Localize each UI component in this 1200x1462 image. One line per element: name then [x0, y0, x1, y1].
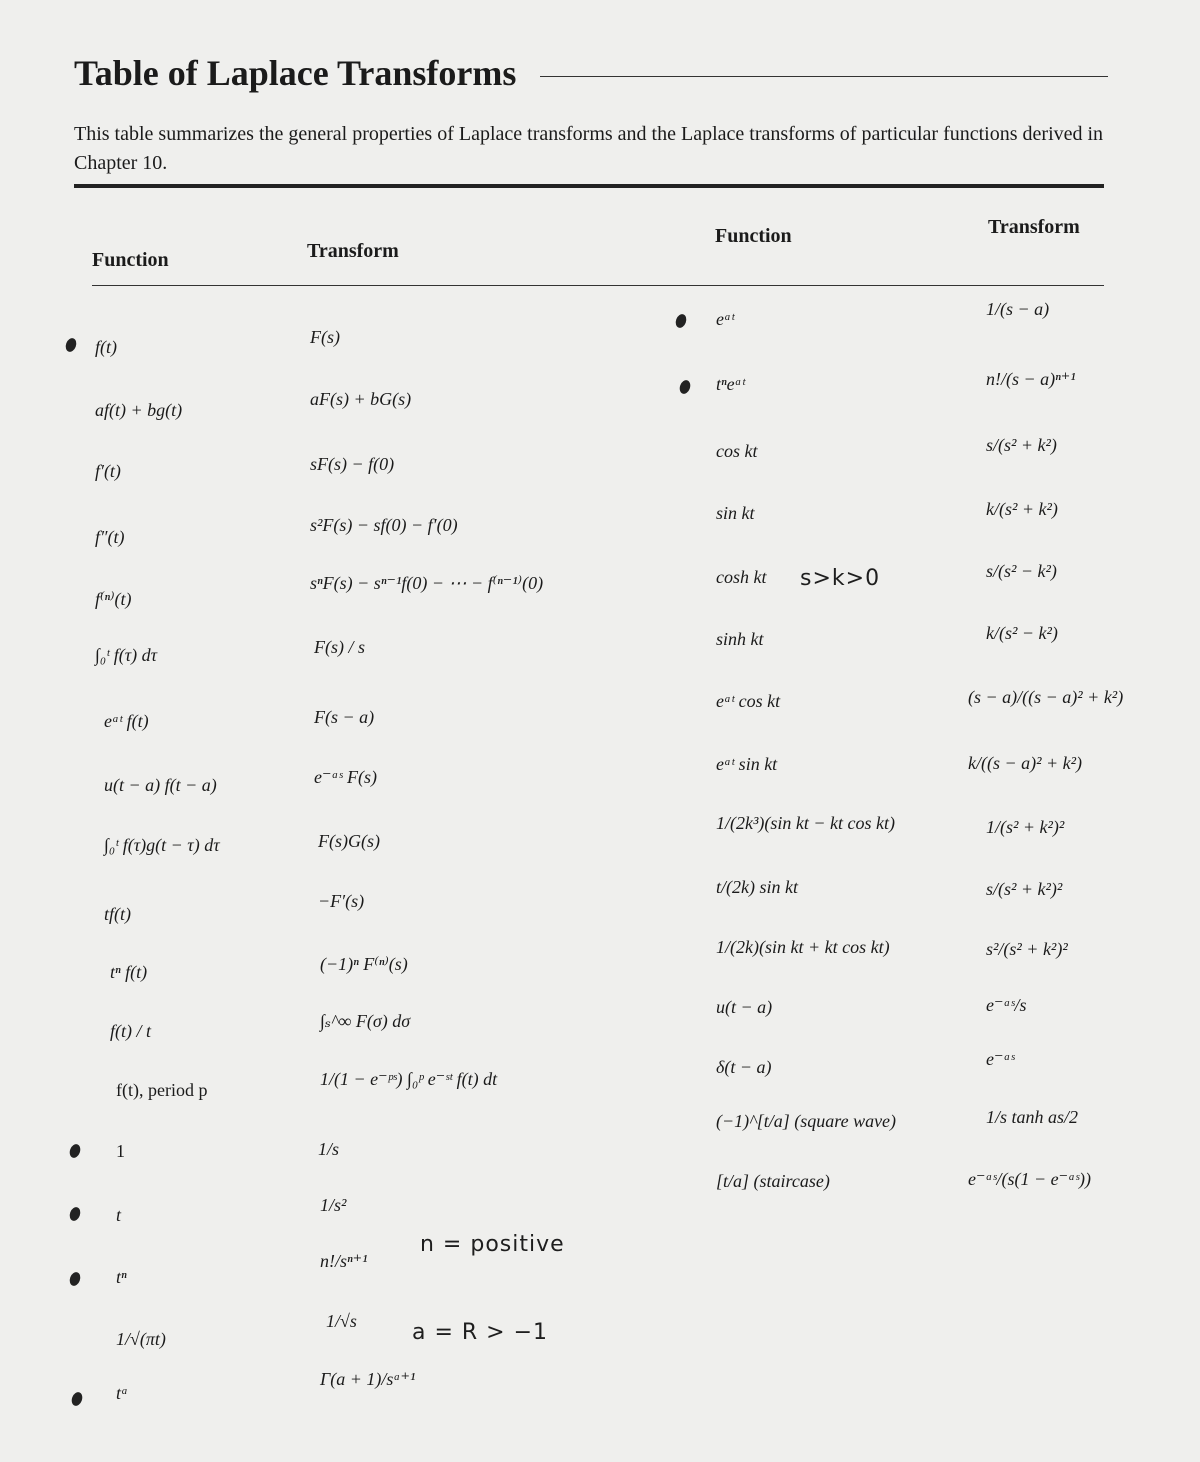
right-function-13: (−1)^[t/a] (square wave) — [716, 1111, 897, 1131]
left-function-3: f″(t) — [95, 527, 125, 547]
right-transform-3: k/(s² + k²) — [986, 499, 1058, 519]
left-transform-10: (−1)ⁿ F⁽ⁿ⁾(s) — [320, 954, 408, 974]
left-function-13: 1 — [116, 1141, 125, 1161]
right-transform-10: s²/(s² + k²)² — [986, 939, 1068, 959]
left-transform-3: s²F(s) − sf(0) − f′(0) — [310, 515, 458, 535]
left-function-17: tᵃ — [116, 1383, 129, 1403]
left-function-4: f⁽ⁿ⁾(t) — [95, 589, 132, 609]
header-left-transform: Transform — [307, 240, 399, 262]
right-function-8: 1/(2k³)(sin kt − kt cos kt) — [716, 813, 895, 833]
right-transform-7: k/((s − a)² + k²) — [968, 753, 1083, 773]
left-function-16: 1/√(πt) — [116, 1329, 166, 1349]
right-transform-2: s/(s² + k²) — [986, 435, 1057, 455]
left-function-12: f(t), period p — [116, 1080, 208, 1100]
header-rule — [92, 285, 1104, 286]
right-function-5: sinh kt — [716, 629, 764, 649]
right-function-6: eᵃᵗ cos kt — [716, 691, 781, 711]
right-function-14: [t/a] (staircase) — [716, 1171, 830, 1191]
left-function-14: t — [116, 1205, 122, 1225]
left-transform-1: aF(s) + bG(s) — [310, 389, 412, 409]
left-transform-2: sF(s) − f(0) — [310, 454, 395, 474]
right-transform-4: s/(s² − k²) — [986, 561, 1057, 581]
left-function-0: f(t) — [95, 337, 117, 357]
left-transform-12: 1/(1 − e⁻ᵖˢ) ∫₀ᵖ e⁻ˢᵗ f(t) dt — [320, 1069, 498, 1089]
right-function-12: δ(t − a) — [716, 1057, 772, 1077]
left-transform-15: n!/sⁿ⁺¹ — [320, 1251, 368, 1271]
right-transform-13: 1/s tanh as/2 — [986, 1107, 1079, 1127]
right-transform-6: (s − a)/((s − a)² + k²) — [968, 687, 1124, 707]
page-title: Table of Laplace Transforms — [74, 53, 517, 93]
page-subtitle: This table summarizes the general properties of Laplace transforms and the Laplace transforms of particular functions derived in Chapter 10. — [74, 123, 1104, 174]
left-function-10: tⁿ f(t) — [110, 962, 148, 982]
right-function-1: tⁿeᵃᵗ — [716, 374, 745, 394]
left-function-11: f(t) / t — [110, 1021, 151, 1041]
margin-dot — [678, 379, 692, 396]
handwritten-note-cosh: s>k>0 — [800, 566, 881, 591]
left-transform-14: 1/s² — [320, 1195, 347, 1215]
left-transform-4: sⁿF(s) − sⁿ⁻¹f(0) − ⋯ − f⁽ⁿ⁻¹⁾(0) — [310, 573, 544, 593]
right-transform-12: e⁻ᵃˢ — [986, 1049, 1015, 1069]
table-top-rule — [74, 184, 1104, 188]
header-right-transform: Transform — [988, 216, 1080, 238]
handwritten-note-gamma: a = R > −1 — [412, 1320, 549, 1345]
left-function-1: af(t) + bg(t) — [95, 400, 183, 420]
margin-dot — [674, 313, 688, 330]
right-function-2: cos kt — [716, 441, 758, 461]
right-transform-14: e⁻ᵃˢ/(s(1 − e⁻ᵃˢ)) — [968, 1169, 1092, 1189]
left-transform-5: F(s) / s — [314, 637, 365, 657]
right-transform-1: n!/(s − a)ⁿ⁺¹ — [986, 369, 1076, 389]
right-function-7: eᵃᵗ sin kt — [716, 754, 778, 774]
title-rule — [540, 76, 1108, 77]
right-function-3: sin kt — [716, 503, 755, 523]
left-transform-7: e⁻ᵃˢ F(s) — [314, 767, 377, 787]
right-transform-5: k/(s² − k²) — [986, 623, 1058, 643]
header-right-function: Function — [715, 225, 792, 247]
left-transform-11: ∫ₛ^∞ F(σ) dσ — [320, 1011, 411, 1031]
left-function-15: tⁿ — [116, 1267, 127, 1287]
left-transform-0: F(s) — [310, 327, 340, 347]
left-transform-16: 1/√s — [326, 1311, 357, 1331]
left-function-9: tf(t) — [104, 904, 131, 924]
right-transform-8: 1/(s² + k²)² — [986, 817, 1065, 837]
margin-dot — [70, 1391, 84, 1408]
right-function-9: t/(2k) sin kt — [716, 877, 798, 897]
right-transform-9: s/(s² + k²)² — [986, 879, 1063, 899]
margin-dot — [68, 1271, 82, 1288]
right-function-11: u(t − a) — [716, 997, 773, 1017]
left-transform-9: −F′(s) — [318, 891, 365, 911]
left-function-5: ∫₀ᵗ f(τ) dτ — [95, 645, 158, 665]
handwritten-note-positive: n = positive — [420, 1232, 565, 1257]
right-transform-0: 1/(s − a) — [986, 299, 1050, 319]
left-transform-13: 1/s — [318, 1139, 340, 1159]
right-function-4: cosh kt — [716, 567, 767, 587]
margin-dot — [68, 1206, 82, 1223]
left-transform-6: F(s − a) — [314, 707, 375, 727]
right-function-0: eᵃᵗ — [716, 309, 735, 329]
margin-dot — [64, 337, 78, 354]
right-function-10: 1/(2k)(sin kt + kt cos kt) — [716, 937, 890, 957]
left-function-8: ∫₀ᵗ f(τ)g(t − τ) dτ — [104, 835, 220, 855]
left-transform-17: Γ(a + 1)/sᵃ⁺¹ — [320, 1369, 416, 1389]
right-transform-11: e⁻ᵃˢ/s — [986, 995, 1027, 1015]
left-function-2: f′(t) — [95, 461, 121, 481]
margin-dot — [68, 1143, 82, 1160]
left-function-7: u(t − a) f(t − a) — [104, 775, 217, 795]
left-transform-8: F(s)G(s) — [318, 831, 380, 851]
header-left-function: Function — [92, 249, 169, 271]
left-function-6: eᵃᵗ f(t) — [104, 711, 149, 731]
